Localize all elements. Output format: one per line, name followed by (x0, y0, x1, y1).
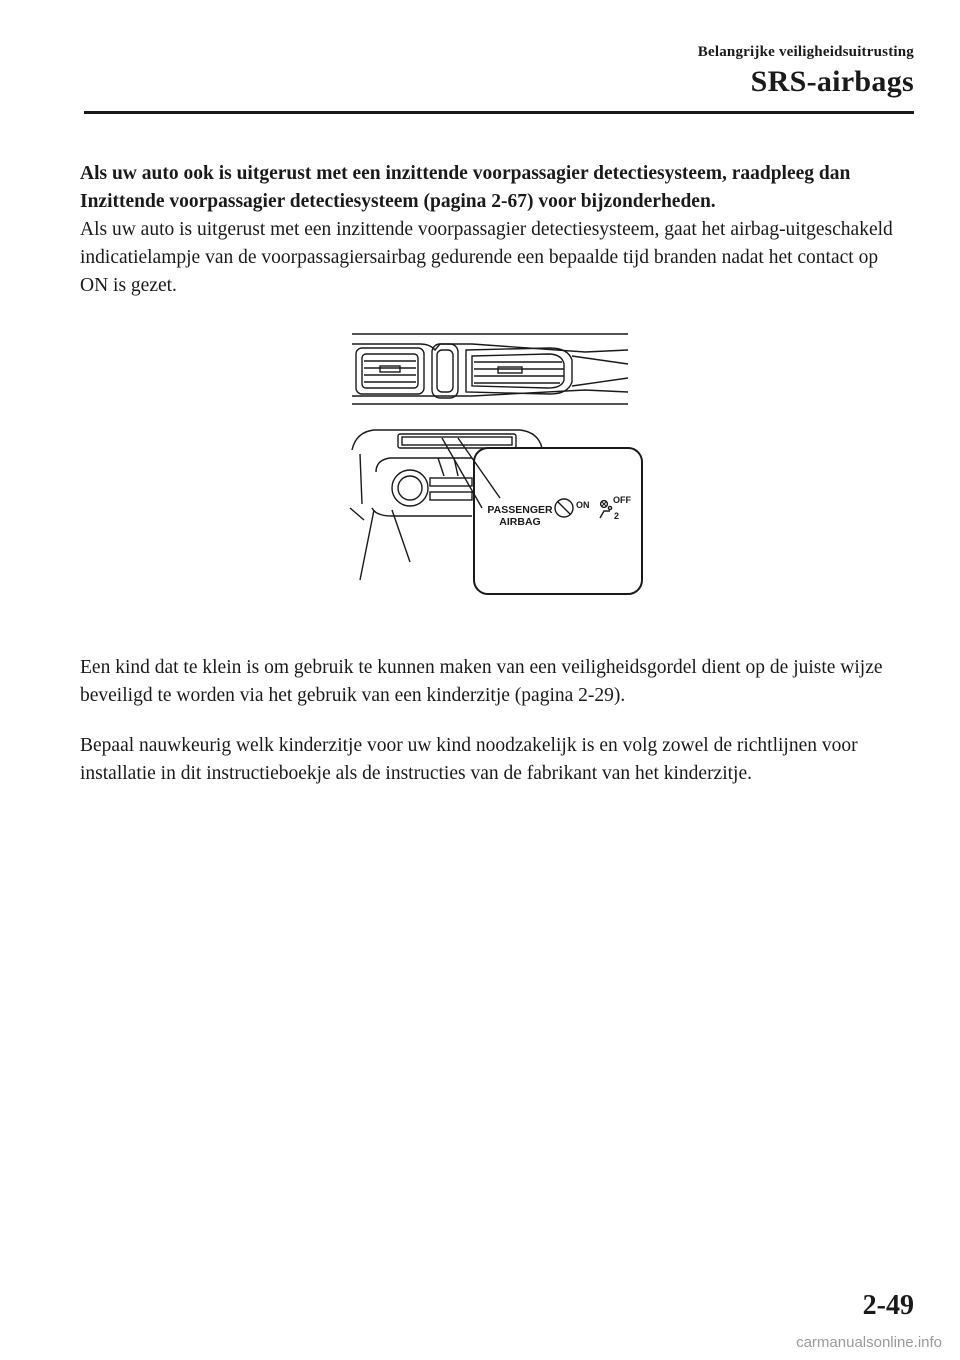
label-airbag: AIRBAG (499, 516, 541, 528)
label-2: 2 (614, 511, 620, 521)
header-chapter-title: SRS-airbags (750, 65, 914, 98)
header-section-title: Belangrijke veiligheidsuitrusting (697, 44, 914, 60)
dashboard-illustration (80, 330, 900, 630)
running-header (698, 44, 914, 99)
page-number: 2-49 (862, 1290, 914, 1321)
label-on: ON (576, 500, 590, 510)
page-content (80, 160, 900, 788)
airbag-indicator-figure (80, 330, 900, 630)
paragraph-indicator: Als uw auto is uitgerust met een inzittende voorpassagier detectiesysteem, gaat het airbag-uitgeschakeld indicatielampje van de voorpassagiersairbag gedurende een bepaalde tijd branden nadat het contact op ON is gezet. (80, 219, 893, 296)
label-passenger: PASSENGER (487, 504, 553, 516)
paragraph-choose-seat: Bepaal nauwkeurig welk kinderzitje voor uw kind noodzakelijk is en volg zowel de richtlijnen voor installatie in dit instructieboekje als de instructies van de fabrikant van het kinderzitje. (80, 735, 858, 784)
watermark: carmanualsonline.info (796, 1334, 942, 1351)
header-rule (84, 111, 914, 114)
paragraph-child-seat: Een kind dat te klein is om gebruik te kunnen maken van een veiligheidsgordel dient op de juiste wijze beveiligd te worden via het gebruik van een kinderzitje (pagina 2-29). (80, 657, 883, 706)
label-off: OFF (613, 495, 631, 505)
bold-note: Als uw auto ook is uitgerust met een inzittende voorpassagier detectiesysteem, raadpleeg dan Inzittende voorpassagier detectiesysteem (pagina 2-67) voor bijzonderheden. (80, 163, 851, 212)
